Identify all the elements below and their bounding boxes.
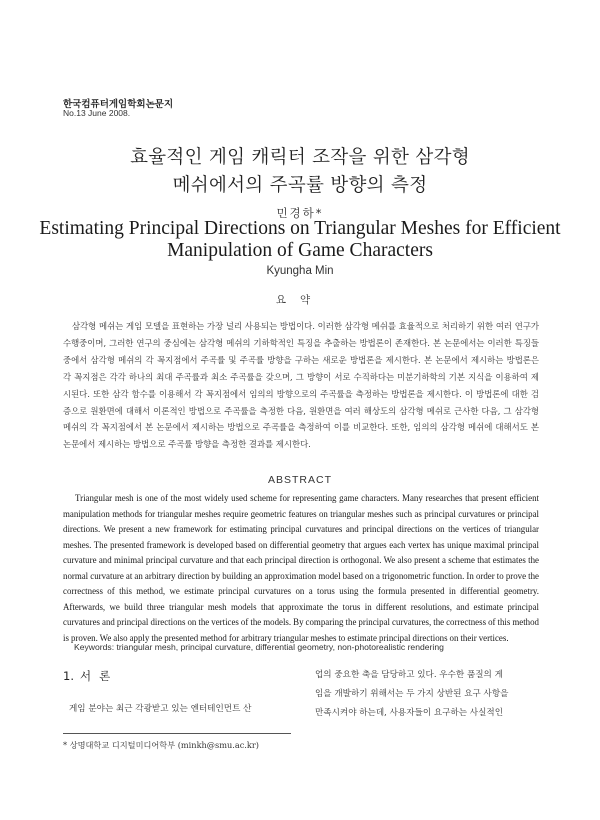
journal-name: 한국컴퓨터게임학회논문지	[63, 99, 174, 110]
keywords: Keywords: triangular mesh, principal curvature, differential geometry, non-photorealistic rendering	[74, 642, 444, 652]
issue-info: No.13 June 2008.	[63, 108, 131, 118]
right-column-text	[315, 666, 543, 723]
english-title-line-2: Manipulation of Game Characters	[167, 240, 433, 261]
english-abstract-body: Triangular mesh is one of the most widely used scheme for representing game characters. Many researches that present efficient manipulation methods for triangular meshes require geometric features on triangular meshes such as principal curvatures or principal directions. We present a new framework for estimating principal curvatures and principal directions on the vertices of triangular meshes. The presented framework is developed based on differential geometry that argues each vertex has unique maximal principal curvature and minimal principal curvature and that each principal direction is orthogonal. We also present a scheme that estimates the normal curvature at an arbitrary direction by building an approximation model based on a trigonometric function. In order to prove the correctness of this method, we estimate principal curvatures on a torus using the formula presented in differential geometry. Afterwards, we build three triangular mesh models that approximate the torus in different resolutions, and estimate principal curvatures and principal directions on the vertices of the models. By comparing the principal curvatures, the correctness of this method is proven. We also apply the presented method for arbitrary triangular meshes to estimate principal directions on their vertices.	[63, 493, 539, 643]
section-number: 1.	[63, 669, 74, 683]
right-column-line: 업의 중요한 축을 담당하고 있다. 우수한 품질의 게	[315, 670, 503, 680]
english-abstract-heading: ABSTRACT	[267, 474, 332, 486]
korean-abstract-heading: 요약	[275, 294, 325, 306]
right-column-line: 만족시켜야 하는데, 사용자들이 요구하는 사실적인	[315, 708, 503, 718]
section-title: 서론	[79, 669, 119, 683]
footnote-divider	[63, 733, 291, 734]
footnote: * 상명대학교 디지털미디어학부 (minkh@smu.ac.kr)	[63, 740, 259, 750]
korean-title-line-1: 효율적인 게임 캐릭터 조작을 위한 삼각형	[130, 147, 470, 168]
left-column-text: 게임 분야는 최근 각광받고 있는 엔터테인먼트 산	[69, 704, 252, 714]
author-english: Kyungha Min	[266, 265, 334, 277]
korean-title-line-2: 메쉬에서의 주곡률 방향의 측정	[172, 175, 428, 196]
section-heading	[63, 668, 118, 684]
right-column-line: 임을 개발하기 위해서는 두 가지 상반된 요구 사항을	[315, 689, 509, 699]
author-korean: 민경하*	[276, 206, 324, 220]
english-title-line-1: Estimating Principal Directions on Triangular Meshes for Efficient	[39, 218, 561, 239]
korean-abstract-body: 삼각형 메쉬는 게임 모델을 표현하는 가장 널리 사용되는 방법이다. 이러한 삼각형 메쉬를 효율적으로 처리하기 위한 여러 연구가 수행중이며, 그러한 연구의 중심에는 삼각형 메쉬의 기하학적인 특징을 추출하는 방법론이 존재한다. 본 논문에서는 이러한 특징들 중에서 삼각형 메쉬의 각 꼭지점에서 주곡률 및 주곡률 방향을 구하는 새로운 방법론을 제시한다. 본 논문에서 제시하는 방법론은 각 꼭지점은 각각 하나의 최대 주곡률과 최소 주곡률을 갖으며, 그 방향이 서로 수직하다는 미분기하학의 기본 지식을 이용하여 제시된다. 또한 삼각 함수를 이용해서 각 꼭지점에서 임의의 방향으로의 주곡률을 측정하는 방법론을 제시한다. 이 방법론에 대한 검증으로 원환면에 대해서 이론적인 방법으로 주곡률을 측정한 다음, 원환면을 여러 해상도의 삼각형 메쉬로 근사한 다음, 그 삼각형 메쉬의 각 꼭지점에서 본 논문에서 제시하는 방법으로 주곡률을 측정하여 이를 비교한다. 또한, 임의의 삼각형 메쉬에 대해서도 본 논문에서 제시하는 방법으로 주곡률 방향을 측정한 결과를 제시한다.	[63, 321, 539, 450]
